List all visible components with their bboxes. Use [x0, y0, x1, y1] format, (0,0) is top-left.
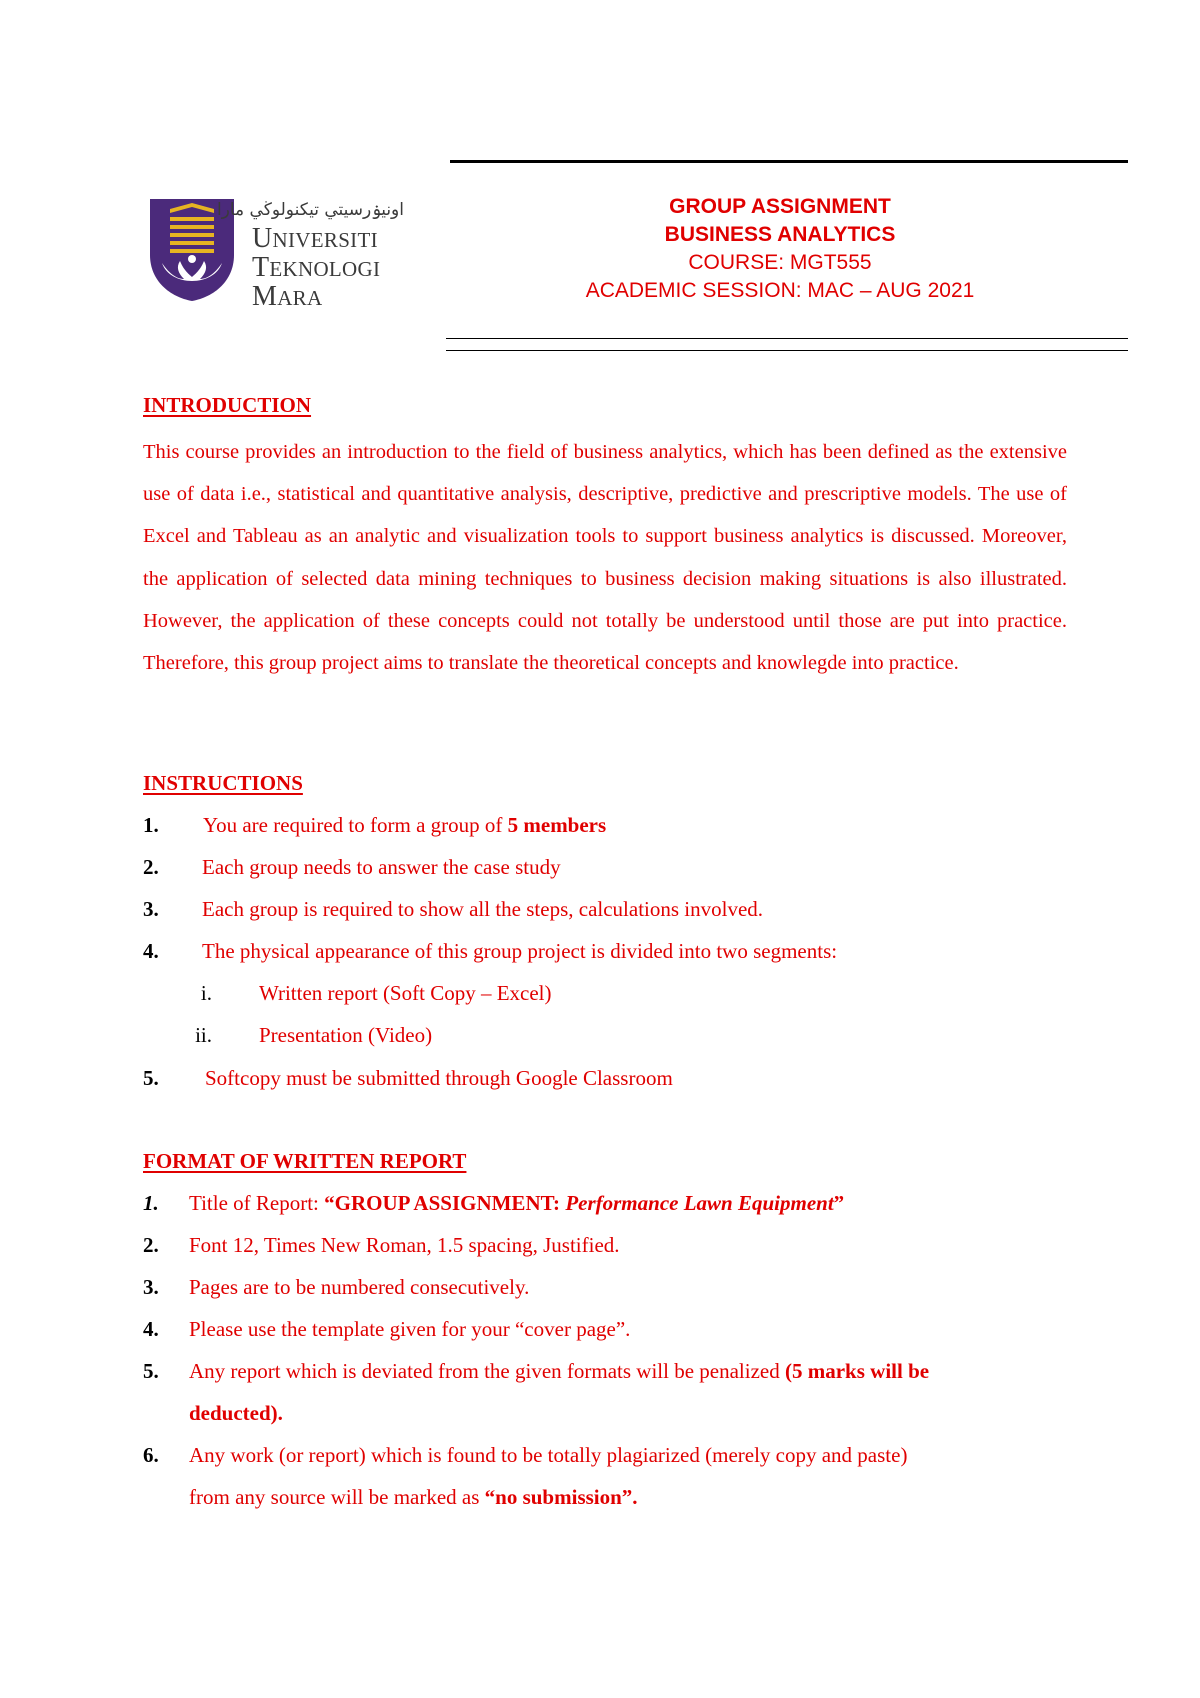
header-bottom-rule-1 [446, 338, 1128, 339]
heading-line-2: BUSINESS ANALYTICS [664, 223, 896, 246]
instruction-item: The physical appearance of this group project is divided into two segments: [202, 939, 838, 963]
format-number: 5. [143, 1359, 159, 1383]
instruction-item: Softcopy must be submitted through Google Classroom [205, 1066, 673, 1090]
introduction-title: INTRODUCTION [143, 393, 312, 417]
format-item: Pages are to be numbered consecutively. [189, 1275, 530, 1299]
format-number: 6. [143, 1443, 159, 1467]
sub-instruction-number: ii. [195, 1023, 212, 1047]
heading-line-1: GROUP ASSIGNMENT [669, 195, 891, 218]
format-item: Title of Report: “GROUP ASSIGNMENT: Performance Lawn Equipment” [189, 1191, 845, 1215]
instruction-number: 2. [143, 855, 159, 879]
format-item: Please use the template given for your “cover page”. [189, 1317, 631, 1341]
instruction-number: 5. [143, 1066, 159, 1090]
format-title: FORMAT OF WRITTEN REPORT [143, 1149, 467, 1173]
format-item: Any work (or report) which is found to be totally plagiarized (merely copy and paste) [189, 1443, 908, 1467]
heading-course: COURSE: MGT555 [688, 251, 872, 274]
format-item: Font 12, Times New Roman, 1.5 spacing, Justified. [189, 1233, 620, 1257]
header-top-rule [450, 160, 1128, 163]
instruction-item: Each group is required to show all the steps, calculations involved. [202, 897, 764, 921]
sub-instruction-number: i. [200, 981, 212, 1005]
format-item-continued: from any source will be marked as “no submission”. [189, 1485, 638, 1509]
heading-session: ACADEMIC SESSION: MAC – AUG 2021 [585, 279, 975, 302]
document-heading [450, 193, 1110, 305]
sub-instruction-item: Presentation (Video) [259, 1023, 433, 1047]
logo-arabic-text: اونيۏرسيتي تيكنولوڬي مارا [216, 200, 404, 220]
instruction-number: 4. [143, 939, 159, 963]
format-number: 2. [143, 1233, 159, 1257]
format-item-continued: deducted). [189, 1401, 283, 1425]
header-bottom-rule-2 [446, 350, 1128, 351]
instruction-item: Each group needs to answer the case study [202, 855, 561, 879]
university-logo [148, 197, 406, 312]
introduction-text: This course provides an introduction to the field of business analytics, which has been defined as the extensive use of data i.e., statistical and quantitative analysis, descriptive, predictive and prescriptive models. The use of Excel and Tableau as an analytic and visualization tools to support business analytics is discussed. Moreover, the application of selected data mining techniques to business decision making situations is also illustrated. However, the application of these concepts could not totally be understood until those are put into practice. Therefore, this group project aims to translate the theoretical concepts and knowlegde into practice. [143, 441, 1067, 675]
format-number: 3. [143, 1275, 159, 1299]
format-number: 1. [143, 1191, 159, 1215]
format-number: 4. [143, 1317, 159, 1341]
format-item: Any report which is deviated from the given formats will be penalized (5 marks will be [189, 1359, 930, 1383]
instruction-number: 1. [143, 813, 159, 837]
instruction-item: You are required to form a group of 5 members [203, 813, 607, 837]
logo-wordmark: UNIVERSITI TEKNOLOGI MARA [252, 223, 381, 312]
instruction-number: 3. [143, 897, 159, 921]
instructions-title: INSTRUCTIONS [143, 771, 303, 795]
sub-instruction-item: Written report (Soft Copy – Excel) [259, 981, 552, 1005]
